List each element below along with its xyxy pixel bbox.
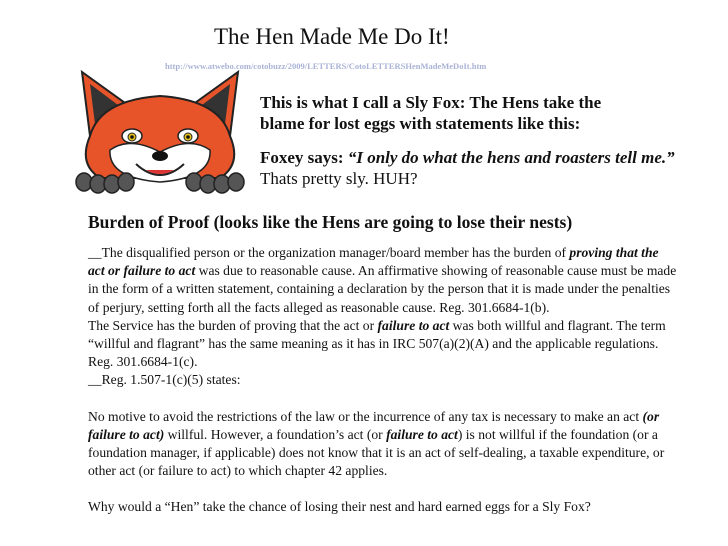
- para4-a: No motive to avoid the restrictions of the law or the incurrence of any tax is necessary to make an act: [88, 408, 643, 424]
- para1-emphasis: proving that the act or failure to act: [88, 245, 659, 279]
- paragraph-4: [88, 408, 678, 481]
- foxey-quote-text: “I only do what the hens and roasters tell me.”: [347, 148, 675, 167]
- para1-c: was due to reasonable cause. An affirmative showing of reasonable cause must be made in the form of a written statement, containing a declaration by the person that it is made under the penalties of perjury, setting forth all the facts alleged as reasonable cause. Reg. 301.6684-1(b).: [88, 263, 677, 315]
- foxey-suffix: Thats pretty sly. HUH?: [260, 169, 418, 188]
- para2-emphasis: failure to act: [377, 317, 450, 333]
- paragraph-5: Why would a “Hen” take the chance of losing their nest and hard earned eggs for a Sly Fox?: [88, 499, 591, 515]
- source-url: http://www.atwebo.com/cotobuzz/2009/LETTERS/CotoLETTERSHenMadeMeDoIt.htm: [165, 61, 487, 71]
- para1-a: __The disqualified person or the organization manager/board member has the burden of: [88, 245, 570, 260]
- paragraph-3: __Reg. 1.507-1(c)(5) states:: [88, 372, 241, 388]
- fox-cartoon-image: [70, 66, 250, 202]
- paragraph-2: [88, 317, 678, 372]
- foxey-quote: [260, 147, 700, 189]
- body-text: [88, 244, 678, 517]
- para2-a: The Service has the burden of proving that the act or: [88, 317, 378, 333]
- foxey-prefix: Foxey says:: [260, 148, 348, 167]
- page-title: The Hen Made Me Do It!: [214, 24, 450, 49]
- para4-emphasis-2: failure to act: [386, 426, 458, 442]
- intro-text: [260, 92, 601, 134]
- intro-line-1: This is what I call a Sly Fox: The Hens take the: [260, 93, 602, 112]
- para4-e: ) is not willful if the foundation (or a foundation manager, if applicable) does not know that it is an act of self-dealing, a taxable expenditure, or other act (or failure to act) to which chapter 42 applies.: [88, 426, 665, 479]
- para4-emphasis-1: (or failure to act): [88, 408, 660, 442]
- burden-heading: Burden of Proof (looks like the Hens are going to lose their nests): [88, 212, 573, 232]
- para2-c: was both willful and flagrant. The term “willful and flagrant” has the same meaning as it has in IRC 507(a)(2)(A) and the applicable regulations. Reg. 301.6684-1(c).: [88, 317, 666, 370]
- para4-c: willful. However, a foundation’s act (or: [164, 426, 387, 442]
- intro-line-2: blame for lost eggs with statements like this:: [260, 114, 581, 133]
- paragraph-1: [88, 244, 678, 317]
